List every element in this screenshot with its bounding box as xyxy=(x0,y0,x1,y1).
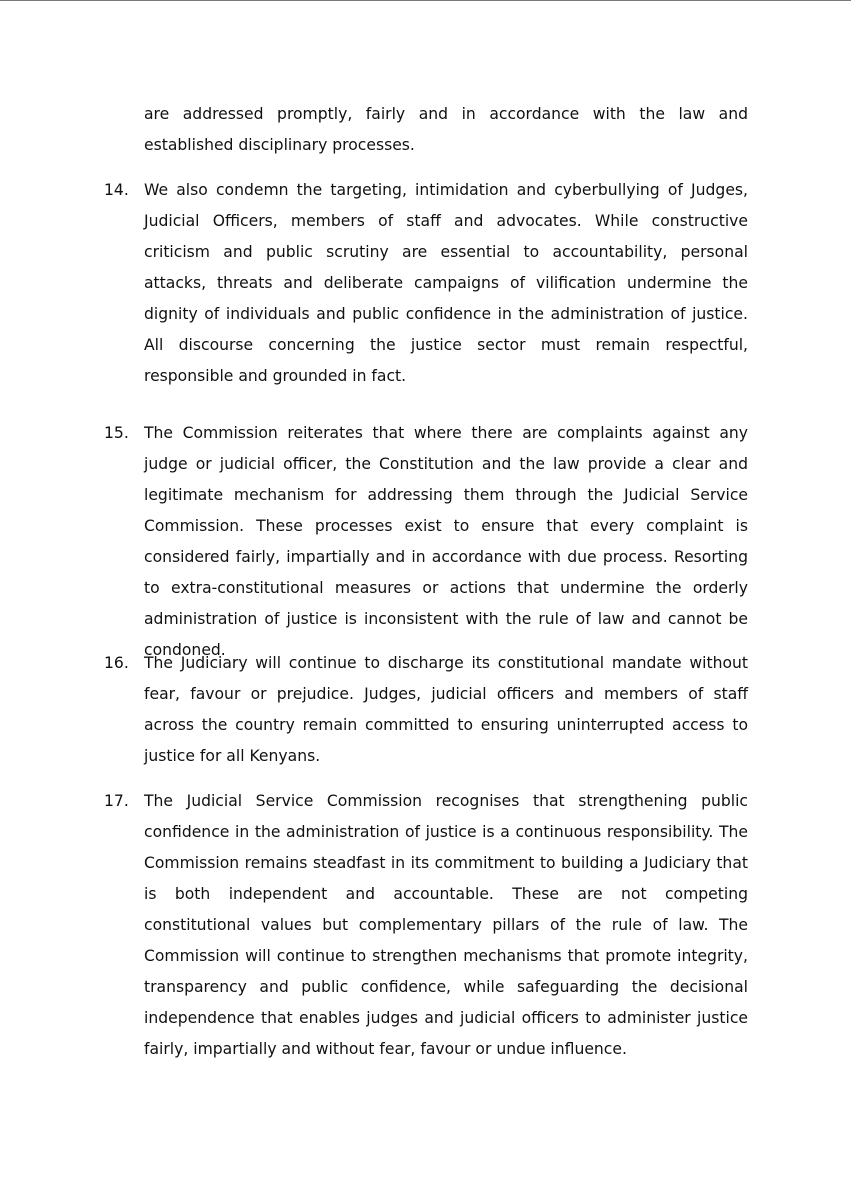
paragraph-17 xyxy=(104,786,748,1065)
paragraph-16 xyxy=(104,648,748,772)
paragraph-text: are addressed promptly, fairly and in accordance with the law and established disciplinary processes. xyxy=(144,105,748,154)
paragraph-continued xyxy=(104,99,748,161)
paragraph-number: 14. xyxy=(104,181,129,199)
paragraph-text: The Commission reiterates that where there are complaints against any judge or judicial officer, the Constitution and the law provide a clear and legitimate mechanism for addressing them through the Judicial Service Commission. These processes exist to ensure that every complaint is considered fairly, impartially and in accordance with due process. Resorting to extra-constitutional measures or actions that undermine the orderly administration of justice is inconsistent with the rule of law and cannot be condoned. xyxy=(144,424,748,659)
paragraph-text: We also condemn the targeting, intimidation and cyberbullying of Judges, Judicial Officers, members of staff and advocates. While constructive criticism and public scrutiny are essential to accountability, personal attacks, threats and deliberate campaigns of vilification undermine the dignity of individuals and public confidence in the administration of justice. All discourse concerning the justice sector must remain respectful, responsible and grounded in fact. xyxy=(144,181,748,385)
paragraph-number: 17. xyxy=(104,792,129,810)
paragraph-15 xyxy=(104,418,748,666)
paragraph-number: 16. xyxy=(104,654,129,672)
paragraph-text: The Judicial Service Commission recognises that strengthening public confidence in the administration of justice is a continuous responsibility. The Commission remains steadfast in its commitment to building a Judiciary that is both independent and accountable. These are not competing constitutional values but complementary pillars of the rule of law. The Commission will continue to strengthen mechanisms that promote integrity, transparency and public confidence, while safeguarding the decisional independence that enables judges and judicial officers to administer justice fairly, impartially and without fear, favour or undue influence. xyxy=(144,792,748,1058)
paragraph-14 xyxy=(104,175,748,392)
paragraph-text: The Judiciary will continue to discharge its constitutional mandate without fear, favour or prejudice. Judges, judicial officers and members of staff across the country remain committed to ensuring uninterrupted access to justice for all Kenyans. xyxy=(144,654,748,765)
paragraph-number: 15. xyxy=(104,424,129,442)
